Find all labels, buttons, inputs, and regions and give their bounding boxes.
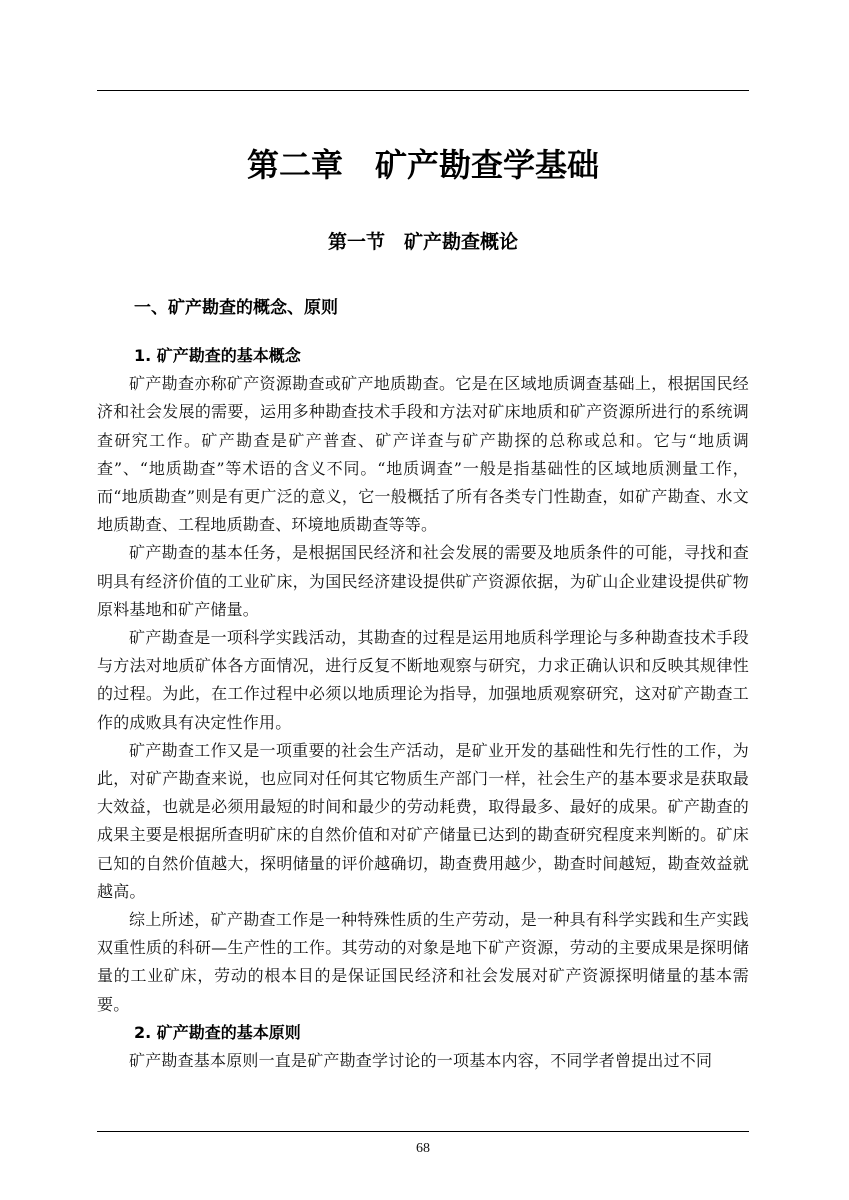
paragraph: 矿产勘查是一项科学实践活动，其勘查的过程是运用地质科学理论与多种勘查技术手段与方法对地质矿体各方面情况，进行反复不断地观察与研究，力求正确认识和反映其规律性的过程。为此，在工作过程中必须以地质理论为指导，加强地质观察研究，这对矿产勘查工作的成败具有决定性作用。 (97, 628, 749, 732)
section-title: 第一节 矿产勘查概论 (327, 231, 518, 253)
footer-rule (97, 1131, 749, 1132)
body-text (97, 342, 749, 1075)
heading-basic-principles: 2. 矿产勘查的基本原则 (134, 1022, 301, 1042)
subsection-title: 一、矿产勘查的概念、原则 (134, 298, 338, 318)
header-rule (97, 90, 749, 91)
paragraph: 矿产勘查工作又是一项重要的社会生产活动，是矿业开发的基础性和先行性的工作，为此，对矿产勘查来说，也应同对任何其它物质生产部门一样，社会生产的基本要求是获取最大效益，也就是必须用最短的时间和最少的劳动耗费，取得最多、最好的成果。矿产勘查的成果主要是根据所查明矿床的自然价值和对矿产储量已达到的勘查研究程度来判断的。矿床已知的自然价值越大，探明储量的评价越确切，勘查费用越少，勘查时间越短，勘查效益就越高。 (97, 740, 749, 901)
heading-basic-concept: 1. 矿产勘查的基本概念 (134, 346, 301, 365)
paragraph: 综上所述，矿产勘查工作是一种特殊性质的生产劳动，是一种具有科学实践和生产实践双重性质的科研—生产性的工作。其劳动的对象是地下矿产资源，劳动的主要成果是探明储量的工业矿床，劳动的根本目的是保证国民经济和社会发展对矿产资源探明储量的基本需要。 (97, 910, 749, 1014)
paragraph: 矿产勘查基本原则一直是矿产勘查学讨论的一项基本内容，不同学者曾提出过不同 (129, 1051, 713, 1071)
page-number: 68 (416, 1141, 430, 1156)
chapter-title: 第二章 矿产勘查学基础 (246, 146, 599, 184)
paragraph: 矿产勘查的基本任务，是根据国民经济和社会发展的需要及地质条件的可能，寻找和查明具有经济价值的工业矿床，为国民经济建设提供矿产资源依据，为矿山企业建设提供矿物原料基地和矿产储量。 (97, 543, 749, 619)
paragraph: 矿产勘查亦称矿产资源勘查或矿产地质勘查。它是在区域地质调查基础上，根据国民经济和社会发展的需要，运用多种勘查技术手段和方法对矿床地质和矿产资源所进行的系统调查研究工作。矿产勘查是矿产普查、矿产详查与矿产勘探的总称或总和。它与“地质调查”、“地质勘查”等术语的含义不同。“地质调查”一般是指基础性的区域地质测量工作，而“地质勘查”则是有更广泛的意义，它一般概括了所有各类专门性勘查，如矿产勘查、水文地质勘查、工程地质勘查、环境地质勘查等等。 (97, 374, 749, 535)
